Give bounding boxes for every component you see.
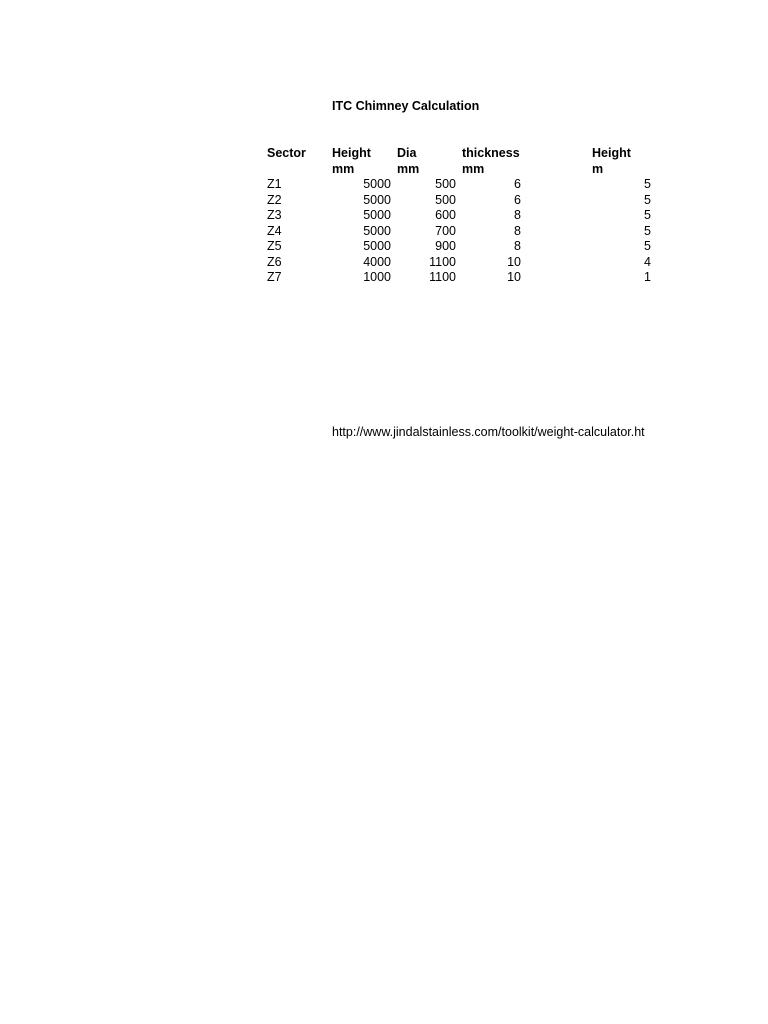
table-row (0, 177, 768, 193)
cell-dia-mm: 1100 (429, 270, 456, 284)
header-sector (267, 146, 306, 162)
cell-height-mm: 5000 (363, 223, 391, 238)
header-height-m (592, 146, 631, 177)
cell-dia-mm: 1100 (429, 254, 456, 269)
header-dia-mm (397, 146, 419, 177)
cell-dia-mm: 900 (435, 239, 456, 253)
cell-height-m: 5 (644, 208, 651, 222)
cell-dia-mm: 500 (435, 192, 456, 207)
cell-sector: Z2 (267, 192, 282, 207)
table-row (0, 270, 768, 286)
page-title: ITC Chimney Calculation (332, 99, 480, 113)
cell-height-m: 1 (644, 270, 651, 284)
cell-thickness-mm: 10 (507, 254, 521, 269)
cell-dia-mm: 500 (435, 177, 456, 191)
cell-height-mm: 5000 (363, 239, 391, 253)
header-thickness-mm (462, 146, 520, 177)
cell-height-m: 5 (644, 223, 651, 238)
cell-thickness-mm: 6 (514, 177, 521, 191)
cell-thickness-mm: 6 (514, 192, 521, 207)
table-row (0, 239, 768, 255)
header-dia-mm-line2: mm (397, 161, 420, 176)
header-dia-mm-line1: Dia (397, 146, 417, 160)
cell-sector: Z6 (267, 254, 282, 269)
header-height-mm-line1: Height (332, 146, 371, 160)
cell-height-m: 5 (644, 177, 651, 191)
cell-thickness-mm: 8 (514, 239, 521, 253)
cell-height-mm: 5000 (363, 177, 391, 191)
cell-height-mm: 5000 (363, 208, 391, 222)
header-thickness-mm-line1: thickness (462, 146, 520, 160)
cell-dia-mm: 600 (435, 208, 456, 222)
header-height-mm-line2: mm (332, 161, 355, 176)
cell-sector: Z1 (267, 177, 282, 191)
cell-thickness-mm: 8 (514, 208, 521, 222)
table-row (0, 255, 768, 271)
cell-height-mm: 5000 (363, 192, 391, 207)
header-height-m-line2: m (592, 161, 604, 176)
cell-dia-mm: 700 (435, 223, 456, 238)
cell-height-m: 5 (644, 239, 651, 253)
cell-thickness-mm: 10 (507, 270, 521, 284)
table-row (0, 224, 768, 240)
cell-sector: Z4 (267, 223, 282, 238)
cell-sector: Z7 (267, 270, 282, 284)
cell-height-mm: 4000 (363, 254, 391, 269)
header-height-mm (332, 146, 371, 177)
cell-height-m: 4 (644, 254, 651, 269)
cell-height-m: 5 (644, 192, 651, 207)
cell-sector: Z3 (267, 208, 282, 222)
reference-url: http://www.jindalstainless.com/toolkit/weight-calculator.ht (332, 425, 645, 439)
table-row (0, 208, 768, 224)
table-row (0, 193, 768, 209)
header-thickness-mm-line2: mm (462, 161, 485, 176)
cell-height-mm: 1000 (363, 270, 391, 284)
header-sector-line1: Sector (267, 146, 306, 160)
cell-sector: Z5 (267, 239, 282, 253)
header-height-m-line1: Height (592, 146, 631, 160)
cell-thickness-mm: 8 (514, 223, 521, 238)
